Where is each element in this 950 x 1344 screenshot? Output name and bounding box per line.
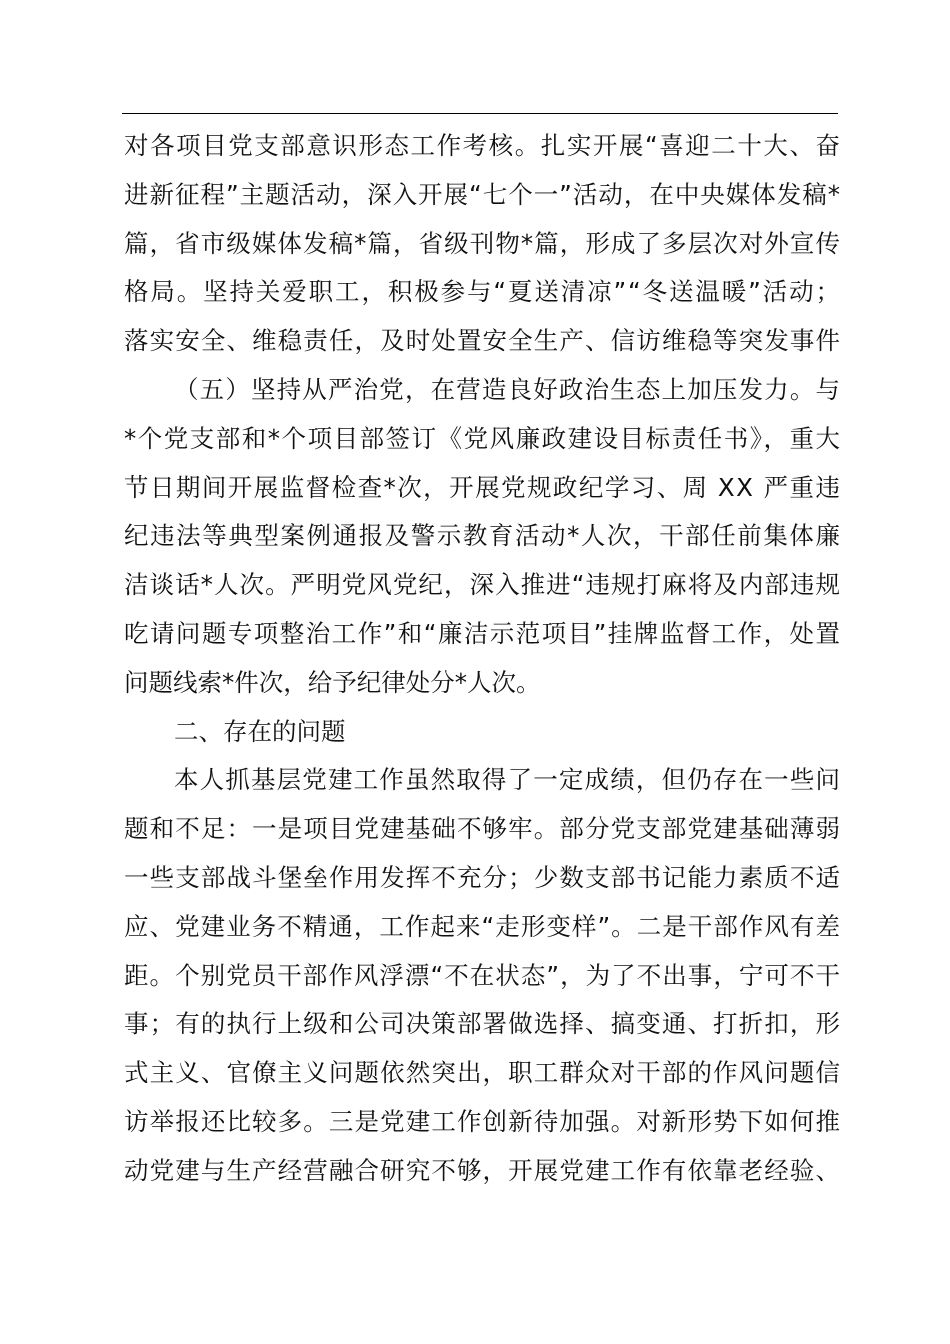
section-heading-problems: 二、存在的问题: [174, 716, 346, 746]
text-line: 一些支部战斗堡垒作用发挥不充分；少数支部书记能力素质不适: [124, 862, 842, 892]
text-line: 应、党建业务不精通，工作起来“走形变样”。二是干部作风有差: [124, 911, 842, 941]
text-line: 访举报还比较多。三是党建工作创新待加强。对新形势下如何推: [124, 1106, 842, 1136]
text-line: 动党建与生产经营融合研究不够，开展党建工作有依靠老经验、: [124, 1155, 842, 1185]
text-line: 问题线索*件次，给予纪律处分*人次。: [124, 667, 541, 697]
header-rule: [122, 113, 838, 114]
text-line: 落实安全、维稳责任，及时处置安全生产、信访维稳等突发事件: [124, 326, 842, 356]
text-line: 洁谈话*人次。严明党风党纪，深入推进“违规打麻将及内部违规: [124, 570, 842, 600]
text-line: 纪违法等典型案例通报及警示教育活动*人次，干部任前集体廉: [124, 521, 842, 551]
text-line: 节日期间开展监督检查*次，开展党规政纪学习、周 XX 严重违: [124, 472, 842, 502]
section-heading-five: （五）坚持从严治党，在营造良好政治生态上加压发力。与: [174, 374, 842, 404]
text-line: 进新征程”主题活动，深入开展“七个一”活动，在中央媒体发稿*: [124, 179, 841, 209]
text-line: 距。个别党员干部作风浮漂“不在状态”，为了不出事，宁可不干: [124, 960, 842, 990]
text-line: 式主义、官僚主义问题依然突出，职工群众对干部的作风问题信: [124, 1058, 842, 1088]
text-line: 事；有的执行上级和公司决策部署做选择、搞变通、打折扣，形: [124, 1009, 842, 1039]
text-line: *个党支部和*个项目部签订《党风廉政建设目标责任书》，重大: [124, 423, 842, 453]
text-line: 吃请问题专项整治工作”和“廉洁示范项目”挂牌监督工作，处置: [124, 618, 842, 648]
text-line: 格局。坚持关爱职工，积极参与“夏送清凉”“冬送温暖”活动；: [124, 277, 842, 307]
text-line: 篇，省市级媒体发稿*篇，省级刊物*篇，形成了多层次对外宣传: [124, 228, 842, 258]
text-line: 题和不足：一是项目党建基础不够牢。部分党支部党建基础薄弱: [124, 814, 842, 844]
document-body: [124, 122, 840, 1196]
text-line: 对各项目党支部意识形态工作考核。扎实开展“喜迎二十大、奋: [124, 131, 842, 160]
paragraph-start: 本人抓基层党建工作虽然取得了一定成绩，但仍存在一些问: [174, 765, 842, 795]
